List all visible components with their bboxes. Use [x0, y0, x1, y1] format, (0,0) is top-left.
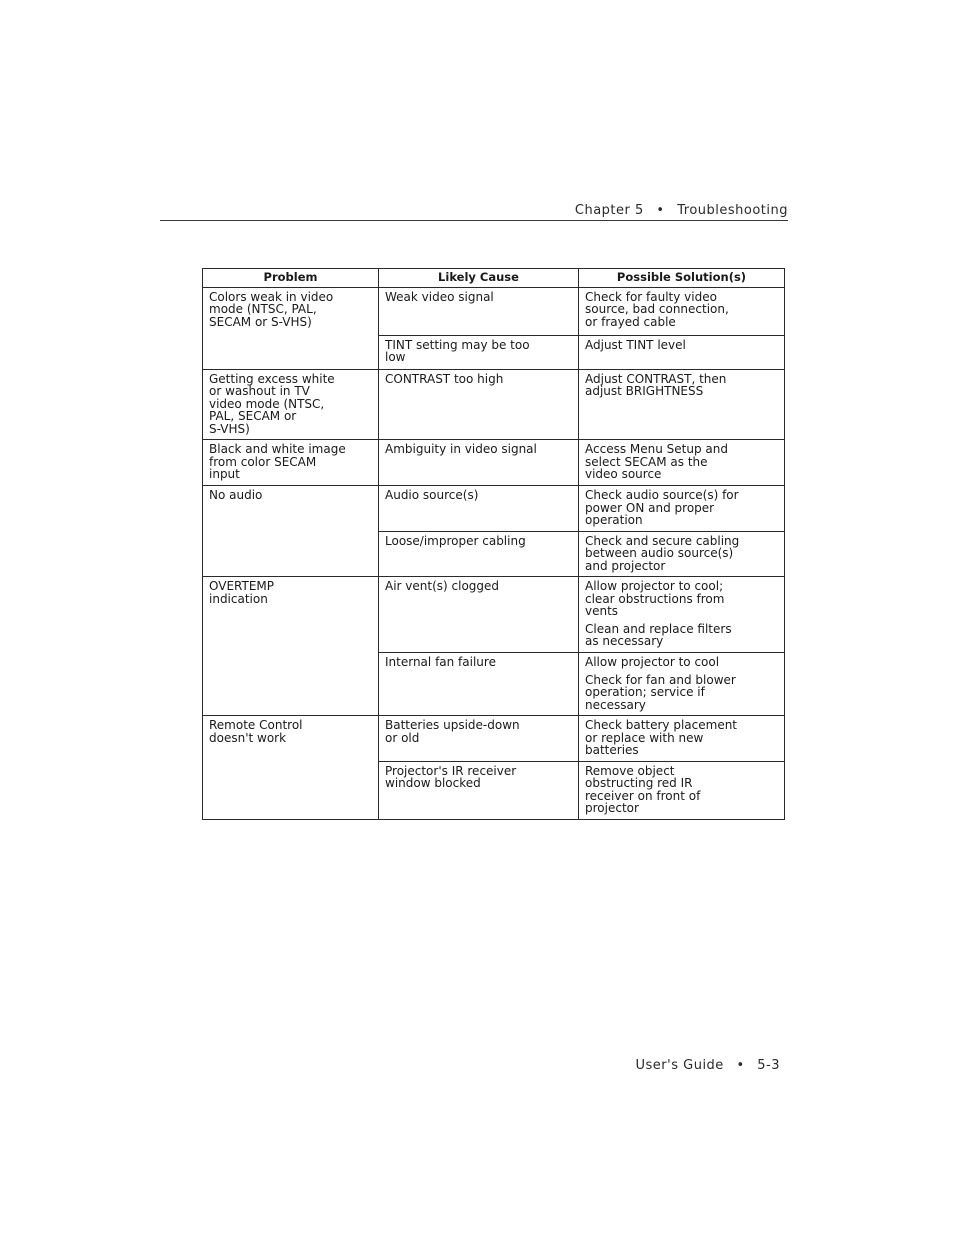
solution-cell — [579, 761, 785, 819]
cause-text: Air vent(s) clogged — [385, 579, 500, 593]
solution-text: Check audio source(s) for power ON and proper operation — [585, 488, 739, 527]
page-header — [575, 203, 788, 218]
solution-text: Adjust TINT level — [585, 337, 686, 352]
solution-text: Clean and replace filters as necessary — [585, 621, 732, 648]
problem-cell — [203, 716, 379, 820]
column-header-problem: Problem — [203, 269, 379, 288]
solution-text: Check for faulty video source, bad connection, or frayed cable — [585, 289, 729, 329]
table-row — [203, 486, 785, 532]
header-bullet: • — [656, 203, 665, 218]
cause-text: Batteries upside-down or old — [385, 718, 520, 745]
footer-bullet: • — [736, 1058, 745, 1073]
header-chapter: Chapter 5 — [574, 203, 644, 218]
cause-text: Ambiguity in video signal — [385, 442, 537, 456]
solution-text: Check for fan and blower operation; service if necessary — [585, 672, 736, 712]
page-footer — [636, 1058, 780, 1073]
cause-cell — [379, 653, 579, 716]
solution-cell — [579, 531, 785, 577]
troubleshooting-table — [202, 268, 785, 820]
problem-text: No audio — [209, 488, 263, 502]
solution-text: Access Menu Setup and select SECAM as the video source — [585, 442, 728, 481]
cause-text: CONTRAST too high — [385, 371, 504, 386]
problem-cell — [203, 287, 379, 369]
cause-text: Projector's IR receiver window blocked — [385, 763, 517, 790]
table-row — [203, 440, 785, 486]
solution-text: Adjust CONTRAST, then adjust BRIGHTNESS — [585, 371, 727, 398]
cause-text: Loose/improper cabling — [385, 533, 526, 548]
cause-text: Audio source(s) — [385, 488, 479, 502]
solution-text: Remove object obstructing red IR receiver on front of projector — [585, 763, 701, 815]
footer-page-number: 5-3 — [757, 1058, 780, 1073]
cause-cell — [379, 287, 579, 335]
solution-cell — [579, 486, 785, 532]
problem-cell — [203, 440, 379, 486]
solution-text: Allow projector to cool; clear obstructions from vents — [585, 579, 725, 618]
cause-cell — [379, 531, 579, 577]
cause-text: Weak video signal — [385, 289, 494, 304]
problem-text: Remote Control doesn't work — [209, 718, 303, 745]
footer-guide: User's Guide — [635, 1058, 724, 1073]
cause-cell — [379, 577, 579, 653]
solution-cell — [579, 369, 785, 440]
problem-cell — [203, 486, 379, 577]
problem-text: OVERTEMP indication — [209, 579, 274, 606]
solution-cell — [579, 716, 785, 762]
solution-cell — [579, 653, 785, 716]
header-rule — [160, 220, 788, 221]
solution-cell — [579, 440, 785, 486]
column-header-solution: Possible Solution(s) — [579, 269, 785, 288]
table-row — [203, 577, 785, 653]
solution-cell — [579, 577, 785, 653]
cause-cell — [379, 486, 579, 532]
cause-cell — [379, 716, 579, 762]
solution-cell — [579, 287, 785, 335]
cause-cell — [379, 369, 579, 440]
problem-text: Black and white image from color SECAM input — [209, 442, 346, 481]
header-section: Troubleshooting — [677, 203, 788, 218]
problem-text: Colors weak in video mode (NTSC, PAL, SECAM or S-VHS) — [209, 289, 334, 329]
cause-cell — [379, 761, 579, 819]
table-header-row — [203, 269, 785, 288]
table-row — [203, 287, 785, 335]
problem-text: Getting excess white or washout in TV video mode (NTSC, PAL, SECAM or S-VHS) — [209, 371, 335, 436]
problem-cell — [203, 369, 379, 440]
cause-cell — [379, 440, 579, 486]
cause-cell — [379, 335, 579, 369]
solution-cell — [579, 335, 785, 369]
table-row — [203, 716, 785, 762]
solution-text: Check and secure cabling between audio source(s) and projector — [585, 533, 740, 573]
problem-cell — [203, 577, 379, 716]
column-header-cause: Likely Cause — [379, 269, 579, 288]
solution-text: Allow projector to cool — [585, 655, 720, 669]
cause-text: TINT setting may be too low — [385, 337, 530, 364]
cause-text: Internal fan failure — [385, 655, 496, 669]
table-row — [203, 369, 785, 440]
solution-text: Check battery placement or replace with new batteries — [585, 718, 738, 757]
